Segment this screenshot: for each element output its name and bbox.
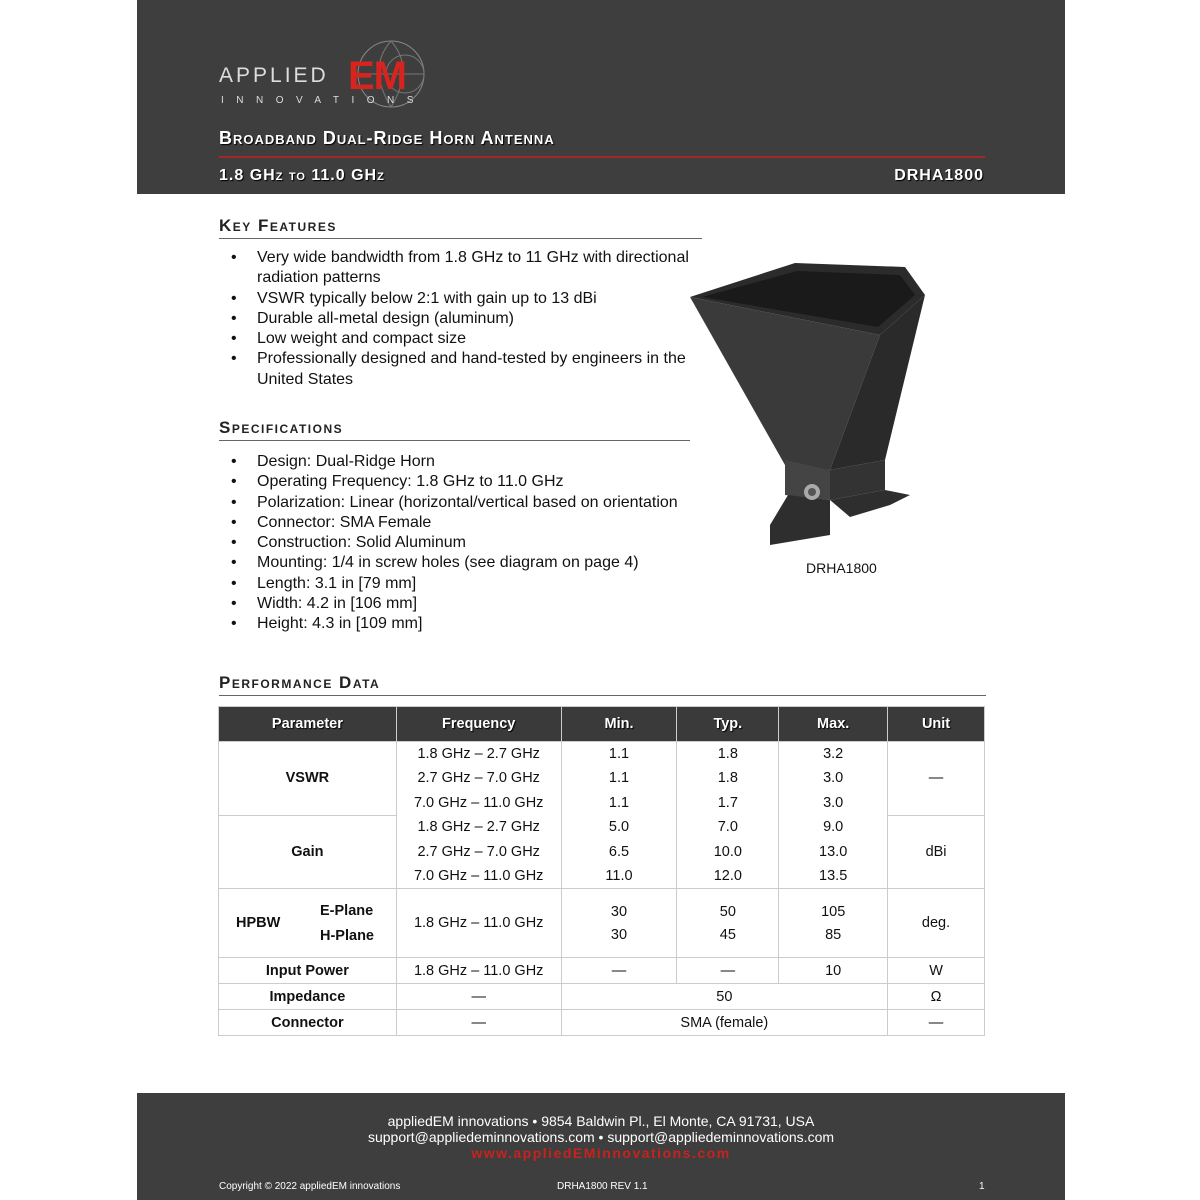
- list-item: • Width: 4.2 in [106 mm]: [231, 594, 691, 614]
- col-header: Max.: [779, 707, 888, 742]
- table-row: [219, 742, 985, 767]
- table-cell: H-Plane: [320, 928, 374, 944]
- table-cell: 11.0: [561, 864, 677, 889]
- table-cell: 50: [561, 984, 888, 1010]
- table-cell: 45: [719, 926, 736, 943]
- table-cell: 1.1: [561, 791, 677, 816]
- key-features-heading: Key Features: [219, 216, 702, 239]
- col-header: Typ.: [677, 707, 779, 742]
- table-row: [219, 815, 985, 840]
- table-cell: 1.1: [561, 742, 677, 767]
- table-cell: —: [396, 984, 561, 1010]
- table-cell: 2.7 GHz – 7.0 GHz: [396, 840, 561, 865]
- table-cell: 1.8 GHz – 11.0 GHz: [396, 958, 561, 984]
- table-cell: 10.0: [677, 840, 779, 865]
- table-cell: Input Power: [219, 958, 397, 984]
- table-cell: 12.0: [677, 864, 779, 889]
- footer-address: appliedEM innovations • 9854 Baldwin Pl., El Monte, CA 91731, USA: [387, 1113, 815, 1129]
- table-cell: [561, 889, 677, 958]
- list-item: • Design: Dual-Ridge Horn: [231, 452, 691, 472]
- table-cell: Ω: [888, 984, 985, 1010]
- list-item: • Construction: Solid Aluminum: [231, 533, 691, 553]
- table-cell: 13.0: [779, 840, 888, 865]
- specifications-heading: Specifications: [219, 418, 690, 441]
- table-cell: 7.0 GHz – 11.0 GHz: [396, 791, 561, 816]
- frequency-range: 1.8 GHz to 11.0 GHz: [219, 167, 385, 184]
- table-cell: 10: [779, 958, 888, 984]
- document-title: Broadband Dual-Ridge Horn Antenna: [219, 128, 555, 148]
- table-cell: W: [888, 958, 985, 984]
- performance-table: [218, 706, 985, 1036]
- logo-em: EM: [348, 54, 406, 98]
- table-cell: 9.0: [779, 815, 888, 840]
- table-cell: 1.8: [677, 742, 779, 767]
- table-cell: 1.8: [677, 766, 779, 791]
- table-header-row: [219, 707, 985, 742]
- list-item: • Height: 4.3 in [109 mm]: [231, 614, 691, 634]
- table-cell: 1.8 GHz – 11.0 GHz: [396, 889, 561, 958]
- table-cell: 3.0: [779, 791, 888, 816]
- revision: DRHA1800 REV 1.1: [557, 1181, 648, 1192]
- table-row: [219, 958, 985, 984]
- horn-antenna-image: [680, 255, 930, 555]
- col-header: Unit: [888, 707, 985, 742]
- table-cell: 3.0: [779, 766, 888, 791]
- logo-innovations: INNOVATIONS: [221, 95, 426, 106]
- table-cell: 30: [610, 903, 628, 920]
- table-cell: 1.1: [561, 766, 677, 791]
- footer: [137, 1093, 1065, 1200]
- page-number: 1: [979, 1181, 985, 1192]
- col-header: Frequency: [396, 707, 561, 742]
- table-cell: VSWR: [219, 742, 397, 816]
- table-cell: 7.0 GHz – 11.0 GHz: [396, 864, 561, 889]
- list-item: • Professionally designed and hand-tested by engineers in the United States: [231, 349, 691, 390]
- table-cell: 1.8 GHz – 2.7 GHz: [396, 815, 561, 840]
- table-cell: HPBW: [236, 915, 281, 931]
- list-item: • Connector: SMA Female: [231, 513, 691, 533]
- list-item: • Length: 3.1 in [79 mm]: [231, 574, 691, 594]
- table-cell: 50: [719, 903, 736, 920]
- table-cell: —: [677, 958, 779, 984]
- image-caption: DRHA1800: [806, 560, 877, 576]
- table-cell: 1.7: [677, 791, 779, 816]
- table-cell: —: [396, 1010, 561, 1036]
- table-cell: Gain: [219, 815, 397, 889]
- table-cell: dBi: [888, 815, 985, 889]
- table-cell: 6.5: [561, 840, 677, 865]
- table-cell: 85: [825, 926, 842, 943]
- list-item: • Very wide bandwidth from 1.8 GHz to 11 GHz with directional radiation patterns: [231, 248, 691, 289]
- list-item: • Polarization: Linear (horizontal/vertical based on orientation: [231, 493, 691, 513]
- table-cell: deg.: [888, 889, 985, 958]
- table-cell: SMA (female): [561, 1010, 888, 1036]
- header-divider: [219, 156, 985, 158]
- list-item: • Mounting: 1/4 in screw holes (see diagram on page 4): [231, 553, 691, 573]
- footer-email[interactable]: support@appliedeminnovations.com • support@appliedeminnovations.com: [367, 1129, 835, 1145]
- table-cell: [779, 889, 888, 958]
- table-cell: [219, 889, 397, 958]
- table-cell: 30: [610, 926, 628, 943]
- specs-list: [231, 452, 691, 635]
- footer-website-link[interactable]: www.appliedEMinnovations.com: [471, 1145, 731, 1161]
- list-item: • Durable all-metal design (aluminum): [231, 309, 691, 329]
- table-row: [219, 984, 985, 1010]
- logo-applied: APPLIED: [219, 64, 329, 87]
- table-cell: —: [561, 958, 677, 984]
- table-cell: Connector: [219, 1010, 397, 1036]
- table-cell: 2.7 GHz – 7.0 GHz: [396, 766, 561, 791]
- table-cell: 1.8 GHz – 2.7 GHz: [396, 742, 561, 767]
- model-number: DRHA1800: [894, 167, 984, 184]
- list-item: • Operating Frequency: 1.8 GHz to 11.0 GHz: [231, 472, 691, 492]
- table-row: [219, 889, 985, 958]
- table-cell: —: [888, 1010, 985, 1036]
- table-cell: 13.5: [779, 864, 888, 889]
- table-cell: 5.0: [561, 815, 677, 840]
- table-cell: Impedance: [219, 984, 397, 1010]
- table-cell: 7.0: [677, 815, 779, 840]
- list-item: • VSWR typically below 2:1 with gain up to 13 dBi: [231, 289, 691, 309]
- table-cell: —: [888, 742, 985, 816]
- table-cell: [677, 889, 779, 958]
- table-cell: 105: [821, 903, 846, 920]
- table-row: [219, 1010, 985, 1036]
- features-list: [231, 248, 691, 390]
- copyright: Copyright © 2022 appliedEM innovations: [219, 1181, 401, 1192]
- performance-heading: Performance Data: [219, 673, 986, 696]
- list-item: • Low weight and compact size: [231, 329, 691, 349]
- col-header: Parameter: [219, 707, 397, 742]
- col-header: Min.: [561, 707, 677, 742]
- table-cell: 3.2: [779, 742, 888, 767]
- table-cell: E-Plane: [320, 903, 374, 919]
